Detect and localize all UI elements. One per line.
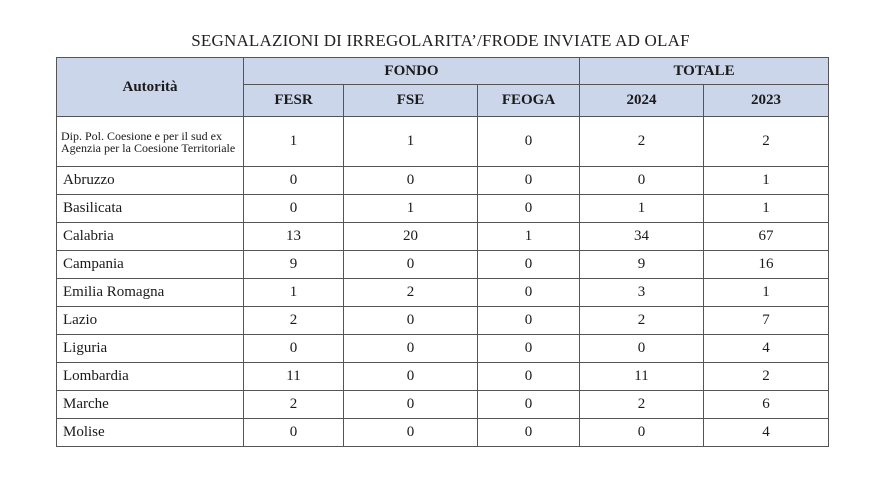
cell-fse: 1 (344, 117, 478, 167)
table-row (57, 307, 829, 335)
cell-autorita: Molise (57, 419, 244, 447)
cell-y2023: 2 (704, 363, 829, 391)
cell-autorita: Marche (57, 391, 244, 419)
table-row (57, 195, 829, 223)
irregularities-table (56, 57, 829, 447)
table-row (57, 335, 829, 363)
cell-autorita: Lazio (57, 307, 244, 335)
cell-y2023: 4 (704, 419, 829, 447)
table-header (57, 58, 829, 117)
cell-feoga: 0 (478, 363, 580, 391)
cell-autorita: Lombardia (57, 363, 244, 391)
table-row (57, 363, 829, 391)
cell-autorita: Abruzzo (57, 167, 244, 195)
cell-fse: 0 (344, 167, 478, 195)
cell-y2024: 11 (580, 363, 704, 391)
cell-fse: 0 (344, 391, 478, 419)
cell-feoga: 0 (478, 391, 580, 419)
cell-fesr: 0 (244, 419, 344, 447)
cell-fesr: 9 (244, 251, 344, 279)
cell-feoga: 1 (478, 223, 580, 251)
cell-y2023: 1 (704, 167, 829, 195)
cell-fesr: 1 (244, 279, 344, 307)
cell-fse: 20 (344, 223, 478, 251)
cell-fesr: 2 (244, 307, 344, 335)
cell-y2023: 1 (704, 279, 829, 307)
cell-y2024: 0 (580, 335, 704, 363)
cell-fse: 0 (344, 307, 478, 335)
cell-y2023: 6 (704, 391, 829, 419)
header-fesr: FESR (244, 85, 344, 117)
header-fse: FSE (344, 85, 478, 117)
header-totale: TOTALE (580, 58, 829, 85)
cell-fse: 0 (344, 363, 478, 391)
cell-y2023: 67 (704, 223, 829, 251)
cell-feoga: 0 (478, 251, 580, 279)
cell-feoga: 0 (478, 307, 580, 335)
cell-feoga: 0 (478, 195, 580, 223)
header-autorita: Autorità (57, 58, 244, 117)
table-row (57, 117, 829, 167)
cell-y2024: 2 (580, 117, 704, 167)
cell-autorita: Basilicata (57, 195, 244, 223)
table-title: SEGNALAZIONI DI IRREGOLARITA’/FRODE INVIATE AD OLAF (191, 31, 690, 50)
header-2024: 2024 (580, 85, 704, 117)
cell-y2023: 2 (704, 117, 829, 167)
header-2023: 2023 (704, 85, 829, 117)
cell-feoga: 0 (478, 117, 580, 167)
cell-fse: 0 (344, 251, 478, 279)
cell-y2024: 2 (580, 391, 704, 419)
cell-y2024: 34 (580, 223, 704, 251)
cell-autorita: Liguria (57, 335, 244, 363)
cell-feoga: 0 (478, 279, 580, 307)
cell-y2024: 0 (580, 167, 704, 195)
cell-fesr: 0 (244, 335, 344, 363)
cell-fesr: 0 (244, 195, 344, 223)
cell-autorita: Emilia Romagna (57, 279, 244, 307)
cell-feoga: 0 (478, 335, 580, 363)
cell-y2023: 7 (704, 307, 829, 335)
cell-y2024: 9 (580, 251, 704, 279)
cell-y2024: 1 (580, 195, 704, 223)
header-feoga: FEOGA (478, 85, 580, 117)
table-row (57, 251, 829, 279)
cell-fesr: 11 (244, 363, 344, 391)
cell-fse: 0 (344, 335, 478, 363)
cell-y2024: 2 (580, 307, 704, 335)
table-row (57, 279, 829, 307)
cell-y2023: 1 (704, 195, 829, 223)
cell-fse: 0 (344, 419, 478, 447)
cell-y2024: 3 (580, 279, 704, 307)
cell-autorita: Campania (57, 251, 244, 279)
cell-fesr: 13 (244, 223, 344, 251)
cell-fesr: 1 (244, 117, 344, 167)
header-fondo: FONDO (244, 58, 580, 85)
cell-fse: 1 (344, 195, 478, 223)
cell-y2023: 16 (704, 251, 829, 279)
cell-feoga: 0 (478, 167, 580, 195)
table-row (57, 167, 829, 195)
cell-fse: 2 (344, 279, 478, 307)
cell-feoga: 0 (478, 419, 580, 447)
cell-y2024: 0 (580, 419, 704, 447)
cell-autorita: Calabria (57, 223, 244, 251)
table-row (57, 223, 829, 251)
cell-fesr: 2 (244, 391, 344, 419)
table-row (57, 391, 829, 419)
cell-y2023: 4 (704, 335, 829, 363)
cell-fesr: 0 (244, 167, 344, 195)
cell-autorita: Dip. Pol. Coesione e per il sud ex Agenzia per la Coesione Territoriale (57, 117, 244, 167)
table-row (57, 419, 829, 447)
table-body (57, 117, 829, 447)
